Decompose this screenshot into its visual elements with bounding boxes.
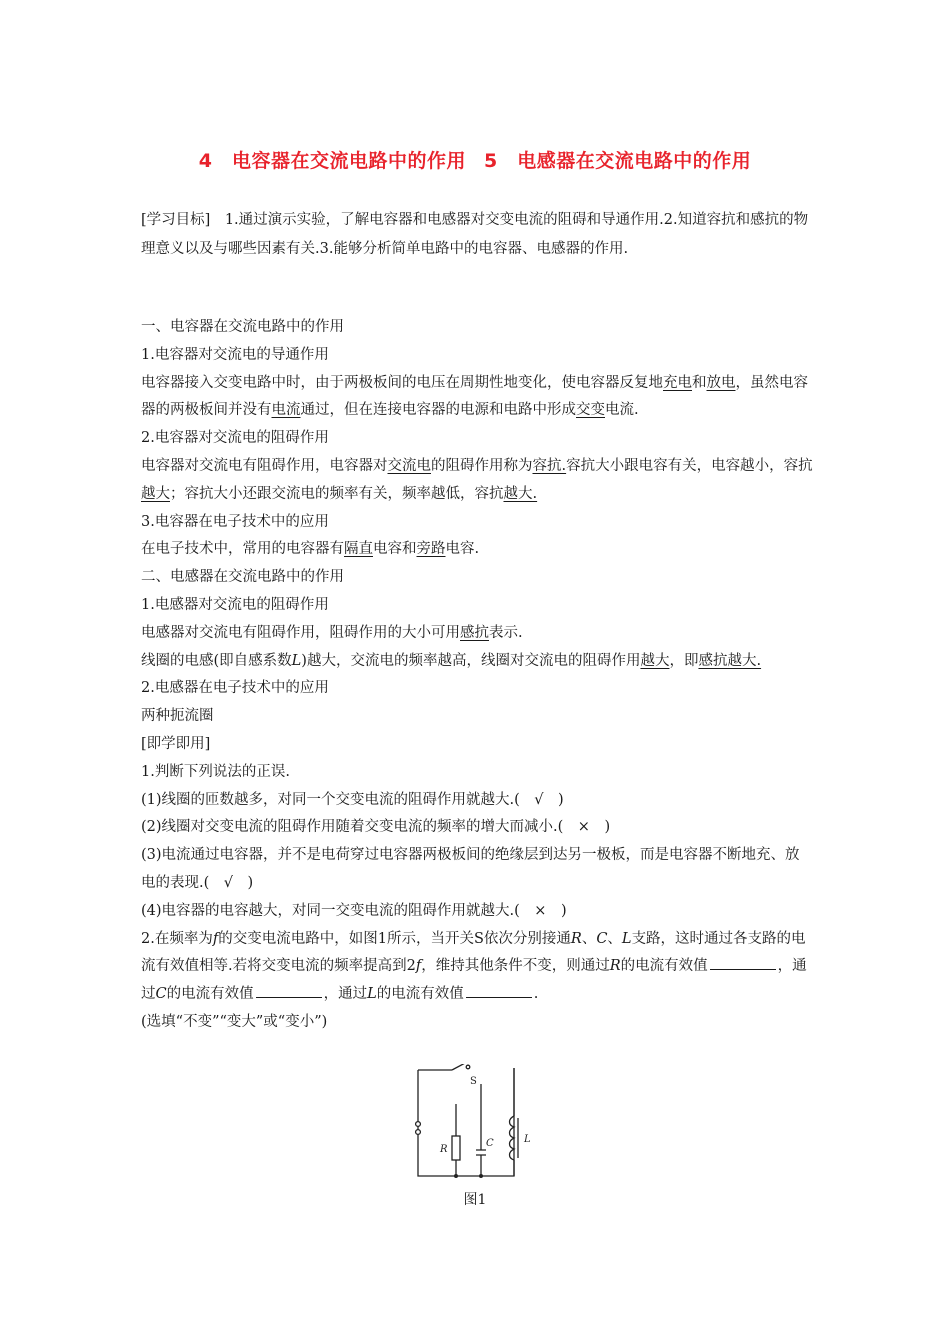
question-1-3: (3)电流通过电容器，并不是电荷穿过电容器两极板间的绝缘层到达另一极板，而是电容器不断地充、放电的表现.( √ ) — [141, 847, 800, 891]
answer-underline: 交变 — [576, 402, 605, 419]
question-1-2: (2)线圈对交变电流的阻碍作用随着交变电流的频率的增大而减小.( × ) — [141, 819, 611, 836]
answer-underline: 放电 — [706, 374, 736, 391]
goals-text: 1.通过演示实验，了解电容器和电感器对交变电流的阻碍和导通作用.2.知道容抗和感抗的物理意义以及与哪些因素有关.3.能够分析简单电路中的电容器、电感器的作用. — [141, 212, 809, 257]
switch-icon — [452, 1064, 467, 1070]
inductor-icon — [510, 1116, 515, 1160]
learning-goals — [141, 206, 813, 264]
answer-underline: 感抗越大. — [698, 652, 762, 669]
question-1-1: (1)线圈的匝数越多，对同一个交变电流的阻碍作用就越大.( √ ) — [141, 791, 564, 808]
circuit-wire-left — [418, 1068, 514, 1176]
answer-underline: 隔直 — [344, 541, 373, 558]
answer-underline: 交流电 — [387, 457, 431, 474]
question-1: 1.判断下列说法的正误. — [141, 763, 290, 780]
fill-blank-2[interactable] — [256, 985, 322, 998]
section1-sub3-title: 3.电容器在电子技术中的应用 — [141, 513, 329, 530]
answer-underline: 电流 — [271, 402, 301, 419]
capacitor-icon — [476, 1150, 486, 1155]
title-part-4: 4 电容器在交流电路中的作用 — [198, 150, 466, 172]
question-2-hint: (选填“不变”“变大”或“变小”) — [141, 1013, 328, 1030]
figure-caption: 图1 — [463, 1192, 487, 1208]
section2-sub1-title: 1.电感器对交流电的阻碍作用 — [141, 596, 329, 613]
section2-sub1-text2: 线圈的电感(即自感系数L)越大，交流电的频率越高，线圈对交流电的阻碍作用越大，即感抗越大. — [141, 652, 762, 669]
answer-underline: 越大 — [640, 652, 670, 669]
ac-source-icon — [416, 1122, 421, 1127]
fill-blank-1[interactable] — [710, 957, 776, 970]
question-1-4: (4)电容器的电容越大，对同一交变电流的阻碍作用就越大.( × ) — [141, 902, 567, 919]
page-title — [0, 146, 950, 173]
section1-sub3-text: 在电子技术中，常用的电容器有隔直电容和旁路电容. — [141, 541, 480, 558]
section1-sub2-title: 2.电容器对交流电的阻碍作用 — [141, 430, 329, 447]
section2-sub1-text: 电感器对交流电有阻碍作用，阻碍作用的大小可用感抗表示. — [141, 624, 523, 641]
circuit-diagram — [400, 1064, 540, 1188]
section2-sub2-title: 2.电感器在电子技术中的应用 — [141, 680, 329, 697]
fill-blank-3[interactable] — [466, 985, 532, 998]
question-2: 2.在频率为f的交变电流电路中，如图1所示，当开关S依次分别接通R、C、L支路，这时通过各支路的电流有效值相等.若将交变电流的频率提高到2f，维持其他条件不变，则通过R的电流有效值 ，通过C的电流有效值 ，通过L的电流有效值 . — [141, 930, 807, 1003]
label-S: S — [470, 1076, 477, 1087]
label-C: C — [486, 1138, 494, 1149]
title-part-5: 5 电感器在交流电路中的作用 — [484, 150, 752, 172]
section1-sub2-text: 电容器对交流电有阻碍作用，电容器对交流电的阻碍作用称为容抗.容抗大小跟电容有关，电容越小，容抗越大；容抗大小还跟交流电的频率有关，频率越低，容抗越大. — [141, 457, 813, 502]
answer-underline: 感抗 — [460, 624, 489, 641]
practice-label: [即学即用] — [141, 735, 211, 752]
resistor-icon — [452, 1136, 460, 1160]
section1-sub1-title: 1.电容器对交流电的导通作用 — [141, 346, 329, 363]
answer-underline: 越大. — [503, 485, 538, 502]
answer-underline: 旁路 — [416, 541, 446, 558]
label-L: L — [524, 1134, 531, 1145]
section1-sub1-text: 电容器接入交变电路中时，由于两极板间的电压在周期性地变化，使电容器反复地充电和放电，虽然电容器的两极板间并没有电流通过，但在连接电容器的电源和电路中形成交变电流. — [141, 374, 808, 419]
answer-underline: 容抗. — [532, 457, 567, 474]
section2-heading: 二、电感器在交流电路中的作用 — [141, 569, 344, 586]
section2-sub2-text: 两种扼流圈 — [141, 708, 214, 725]
answer-underline: 越大 — [141, 485, 170, 502]
goals-label: [学习目标] — [141, 212, 211, 228]
document-body — [141, 314, 813, 1037]
section1-heading: 一、电容器在交流电路中的作用 — [141, 319, 344, 335]
label-R: R — [440, 1144, 448, 1155]
answer-underline: 充电 — [663, 374, 692, 391]
